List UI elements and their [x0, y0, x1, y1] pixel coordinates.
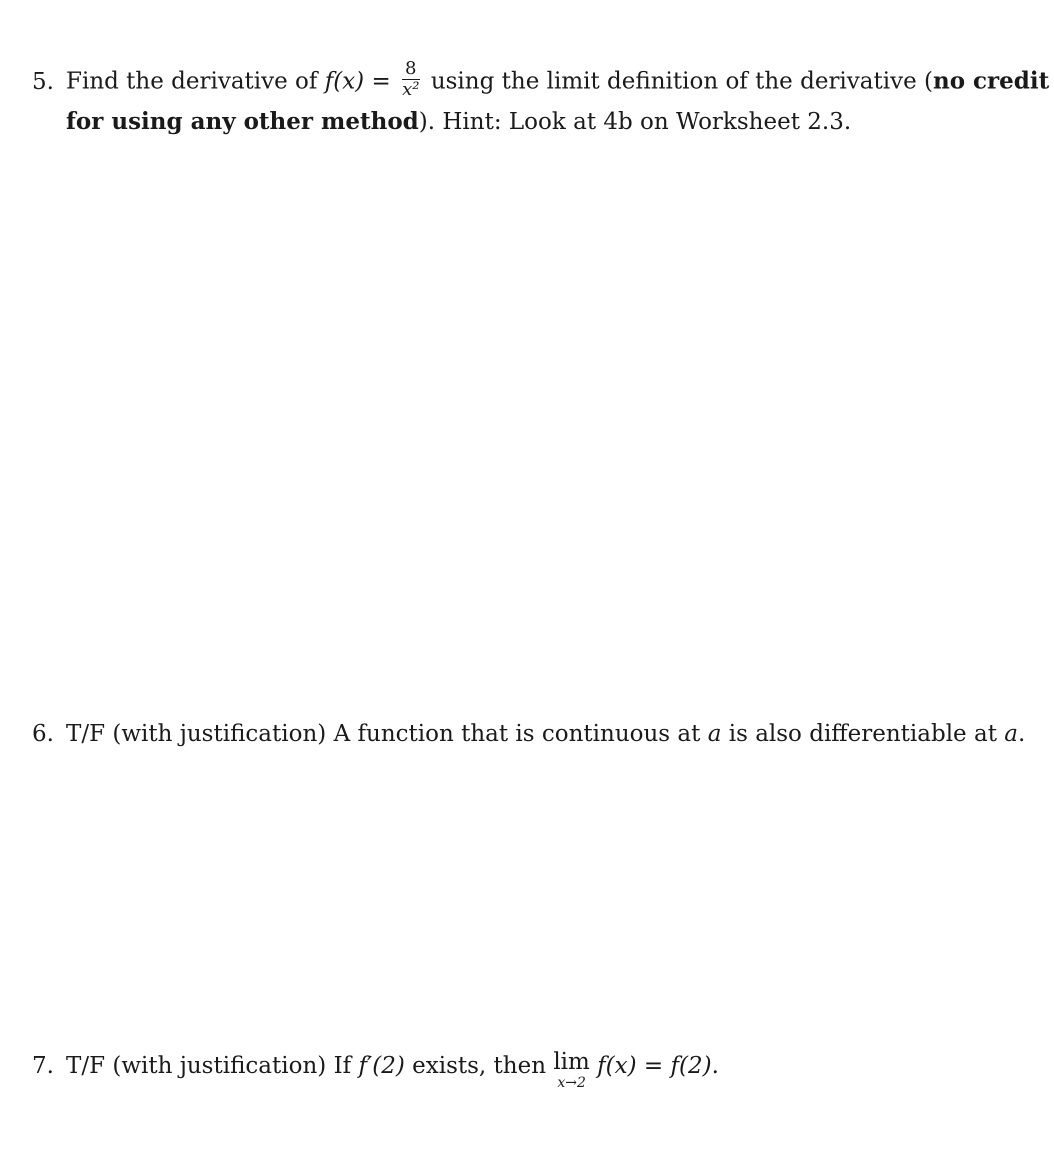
problem-5 — [32, 58, 1050, 141]
problem-number: 5. — [32, 68, 54, 95]
limit-expression: f(x) = f(2) — [597, 1053, 712, 1079]
function-lhs: f(x) = — [324, 68, 391, 95]
limit-operator — [553, 1047, 590, 1089]
problem-text: T/F (with justification) If — [66, 1053, 352, 1079]
limit-subscript: x→2 — [557, 1075, 586, 1091]
variable: a — [707, 721, 722, 747]
problem-text: . — [711, 1053, 719, 1079]
problem-text: . — [1017, 721, 1026, 747]
fraction-denominator: x² — [402, 79, 420, 100]
variable: a — [1004, 721, 1018, 747]
problem-5-line-2 — [32, 103, 1049, 141]
problem-text: ). Hint: Look at 4b on Worksheet 2.3. — [418, 109, 852, 135]
problem-5-line-1 — [32, 58, 1050, 103]
bold-text: for using any other method — [66, 108, 419, 135]
fraction — [402, 59, 419, 100]
problem-7 — [32, 1047, 719, 1089]
problem-number: 7. — [32, 1053, 54, 1079]
problem-text: is also differentiable at — [728, 721, 997, 747]
problem-text: using the limit definition of the derivative ( — [430, 68, 933, 95]
problem-text: exists, then — [412, 1053, 547, 1079]
derivative-expression: f′(2) — [358, 1053, 405, 1079]
bold-text: no credit — [932, 67, 1050, 95]
problem-number: 6. — [32, 721, 54, 747]
fraction-numerator: 8 — [402, 59, 419, 80]
problem-text: T/F (with justification) A function that is continuous at — [66, 721, 701, 747]
limit-word: lim — [553, 1049, 590, 1075]
problem-6 — [32, 715, 1025, 753]
problem-text: Find the derivative of — [66, 68, 318, 95]
